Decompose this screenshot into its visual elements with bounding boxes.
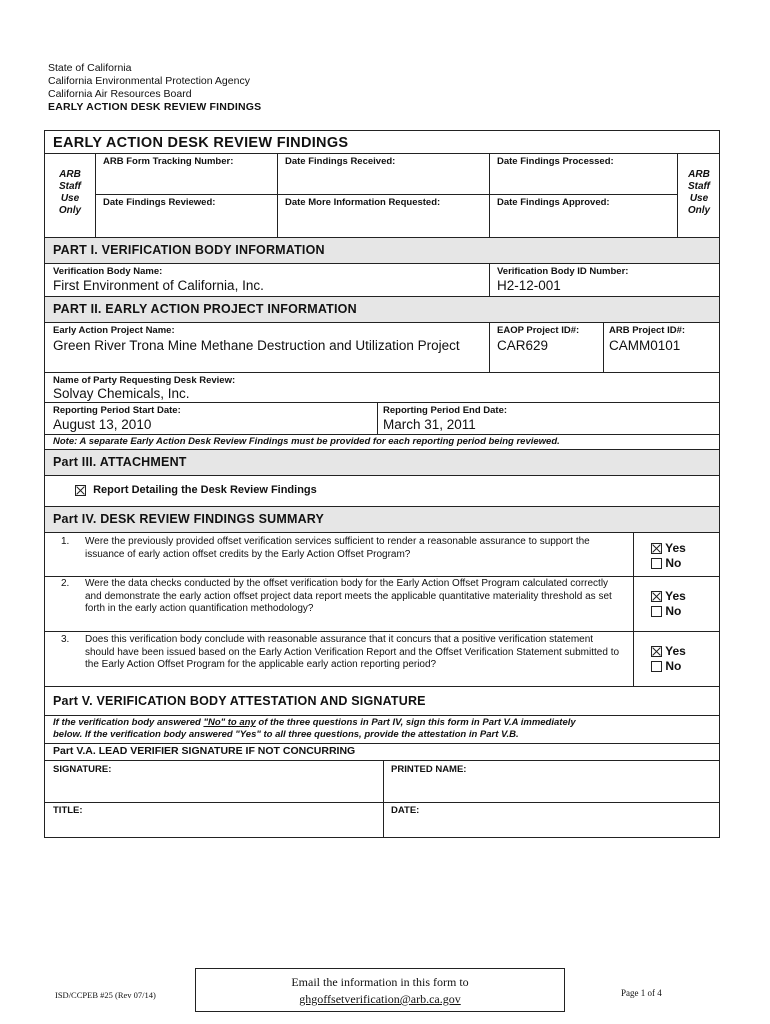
attachment-label: Report Detailing the Desk Review Findings <box>93 484 317 496</box>
vb-name-label: Verification Body Name: <box>53 266 163 277</box>
header-line-2: California Environmental Protection Agency <box>48 75 250 87</box>
vb-name-value: First Environment of California, Inc. <box>53 278 264 293</box>
part3-header <box>45 450 719 475</box>
part-va-title: Part V.A. LEAD VERIFIER SIGNATURE IF NOT CONCURRING <box>53 745 356 757</box>
header-line-3: California Air Resources Board <box>48 88 192 100</box>
part2-header <box>45 297 719 322</box>
email-link[interactable]: ghgoffsetverification@arb.ca.gov <box>299 992 461 1006</box>
printed-name-label: PRINTED NAME: <box>391 764 467 775</box>
date-approved-label: Date Findings Approved: <box>497 197 610 208</box>
question-2-yes-checkbox[interactable] <box>651 591 662 602</box>
part4-title: Part IV. DESK REVIEW FINDINGS SUMMARY <box>53 512 325 526</box>
form-title: EARLY ACTION DESK REVIEW FINDINGS <box>53 135 349 151</box>
end-date-value: March 31, 2011 <box>383 417 476 432</box>
email-box <box>195 968 565 1012</box>
eaop-id-label: EAOP Project ID#: <box>497 325 580 336</box>
question-2-text: Were the data checks conducted by the offset verification body for the Early Action Offset Program calculated correctly and demonstrate the early action offset project data report meets the applicable quantitative materiality threshold as set forth in the early action quantification methodology? <box>85 578 612 614</box>
part4-header <box>45 507 719 532</box>
part2-title: PART II. EARLY ACTION PROJECT INFORMATION <box>53 302 357 316</box>
review-form <box>44 130 720 838</box>
arb-id-value: CAMM0101 <box>609 338 681 353</box>
date-more-info-label: Date More Information Requested: <box>285 197 441 208</box>
question-3-no-checkbox[interactable] <box>651 661 662 672</box>
question-2-number: 2. <box>61 578 70 589</box>
question-1-text: Were the previously provided offset verification services sufficient to render a reasonable assurance to support the issuance of early action offset credits by the Early Action Offset Program? <box>85 536 590 560</box>
agency-header <box>48 62 261 114</box>
question-1-number: 1. <box>61 536 70 547</box>
date-reviewed-label: Date Findings Reviewed: <box>103 197 216 208</box>
question-1-yes-checkbox[interactable] <box>651 543 662 554</box>
part5-title: Part V. VERIFICATION BODY ATTESTATION AND SIGNATURE <box>53 694 426 708</box>
signature-label: SIGNATURE: <box>53 764 112 775</box>
attachment-checkbox[interactable] <box>75 485 86 496</box>
attachment-row <box>75 484 317 496</box>
printed-name-field[interactable] <box>391 777 715 801</box>
header-line-4: EARLY ACTION DESK REVIEW FINDINGS <box>48 101 262 113</box>
staff-use-right: ARB Staff Use Only <box>687 169 711 216</box>
question-3-answers: Yes No <box>651 644 686 674</box>
vb-id-value: H2-12-001 <box>497 278 561 293</box>
signature-field[interactable] <box>53 777 377 801</box>
arb-id-label: ARB Project ID#: <box>609 325 686 336</box>
start-date-label: Reporting Period Start Date: <box>53 405 181 416</box>
question-3-yes-checkbox[interactable] <box>651 646 662 657</box>
question-1-answers: Yes No <box>651 541 686 571</box>
project-name-value: Green River Trona Mine Methane Destruction and Utilization Project <box>53 338 460 353</box>
question-3-number: 3. <box>61 634 70 645</box>
tracking-number-label: ARB Form Tracking Number: <box>103 156 234 167</box>
eaop-id-value: CAR629 <box>497 338 549 353</box>
staff-use-left: ARB Staff Use Only <box>58 169 82 216</box>
question-3-text: Does this verification body conclude with reasonable assurance that it concurs that a positive verification statement should have been issued based on the Early Action Verification Report and the Offset Verification Statement submitted to the Early Action Offset Program for the applicable early action reporting period? <box>85 634 620 670</box>
part5-header <box>45 687 719 715</box>
form-id: ISD/CCPEB #25 (Rev 07/14) <box>55 990 156 1000</box>
date-field[interactable] <box>391 817 715 837</box>
project-name-label: Early Action Project Name: <box>53 325 175 336</box>
title-label: TITLE: <box>53 805 83 816</box>
date-received-label: Date Findings Received: <box>285 156 396 167</box>
date-processed-label: Date Findings Processed: <box>497 156 614 167</box>
page-number: Page 1 of 4 <box>621 988 662 998</box>
reporting-period-note: Note: A separate Early Action Desk Review Findings must be provided for each reporting period being reviewed. <box>53 436 560 447</box>
party-value: Solvay Chemicals, Inc. <box>53 386 190 401</box>
question-2-no-checkbox[interactable] <box>651 606 662 617</box>
title-field[interactable] <box>53 817 377 837</box>
party-label: Name of Party Requesting Desk Review: <box>53 375 236 386</box>
email-instruction: Email the information in this form to <box>291 975 469 989</box>
part5-instructions: If the verification body answered "No" to any of the three questions in Part IV, sign this form in Part V.A immediately below. If the verification body answered "Yes" to all three questions, provide the attestation in Part V.B. <box>53 717 576 740</box>
part3-title: Part III. ATTACHMENT <box>53 455 187 469</box>
date-label: DATE: <box>391 805 420 816</box>
vb-id-label: Verification Body ID Number: <box>497 266 629 277</box>
question-1-no-checkbox[interactable] <box>651 558 662 569</box>
end-date-label: Reporting Period End Date: <box>383 405 508 416</box>
start-date-value: August 13, 2010 <box>53 417 152 432</box>
part1-header <box>45 238 719 263</box>
part1-title: PART I. VERIFICATION BODY INFORMATION <box>53 243 325 257</box>
question-2-answers: Yes No <box>651 589 686 619</box>
header-line-1: State of California <box>48 62 132 74</box>
